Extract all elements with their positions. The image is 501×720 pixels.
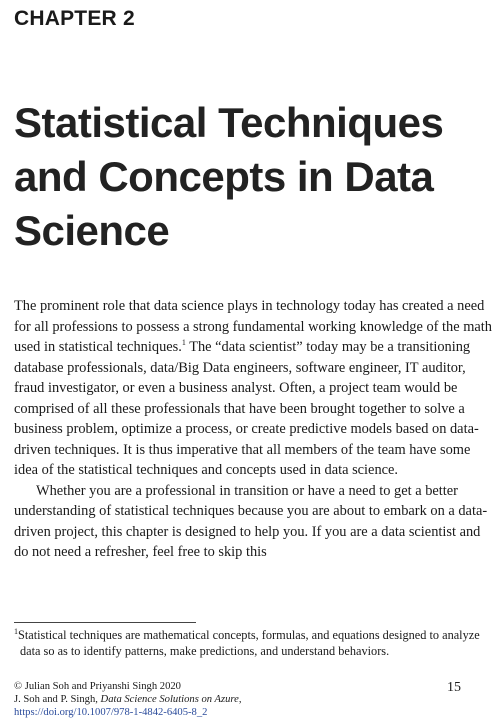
footnote-reference[interactable]: 1 — [181, 338, 186, 348]
book-title: Data Science Solutions on Azure, — [100, 694, 242, 705]
chapter-title — [14, 96, 494, 258]
paragraph-second: Whether you are a professional in transition or have a need to get a better understanding of statistical techniques because you are about to embark on a data-driven project, this chapter is designed to help you. If you are a data scientist and do not need a refresher, feel free to skip this — [14, 482, 488, 560]
footnote — [14, 627, 498, 659]
chapter-title-line: and Concepts in Data — [14, 153, 434, 200]
body-text — [14, 296, 492, 563]
footnote-divider — [14, 622, 196, 623]
chapter-title-line: Science — [14, 207, 170, 254]
page-number: 15 — [447, 680, 461, 695]
footnote-text: Statistical techniques are mathematical concepts, formulas, and equations designed to analyze data so as to identify patterns, make predictions, and understand behaviors. — [18, 628, 480, 658]
paragraph-intro-text: The prominent role that data science plays in technology today has created a need for all professions to possess a strong fundamental working knowledge of the math used in statistical techniques. — [14, 298, 492, 355]
copyright-block — [14, 680, 241, 719]
paragraph-intro-text-continued: The “data scientist” today may be a transitioning database professionals, data/Big Data engineers, software engineer, IT auditor, fraud investigator, or even a business analyst. Often, a project team would be comprised of all these professionals that have been brought together to solve a business problem, optimize a process, or create predictive models based on data-driven techniques. It is thus imperative that all members of the team have some idea of the statistical techniques and concepts used in data science. — [14, 339, 479, 478]
chapter-label: CHAPTER 2 — [14, 7, 135, 30]
chapter-title-line: Statistical Techniques — [14, 99, 444, 146]
citation-authors: J. Soh and P. Singh, — [14, 694, 101, 705]
citation-line — [14, 693, 241, 706]
doi-link[interactable]: https://doi.org/10.1007/978-1-4842-6405-8_2 — [14, 707, 208, 718]
paragraph-intro — [14, 296, 492, 481]
footnote-number: 1 — [14, 626, 18, 636]
copyright-line: © Julian Soh and Priyanshi Singh 2020 — [14, 681, 181, 692]
